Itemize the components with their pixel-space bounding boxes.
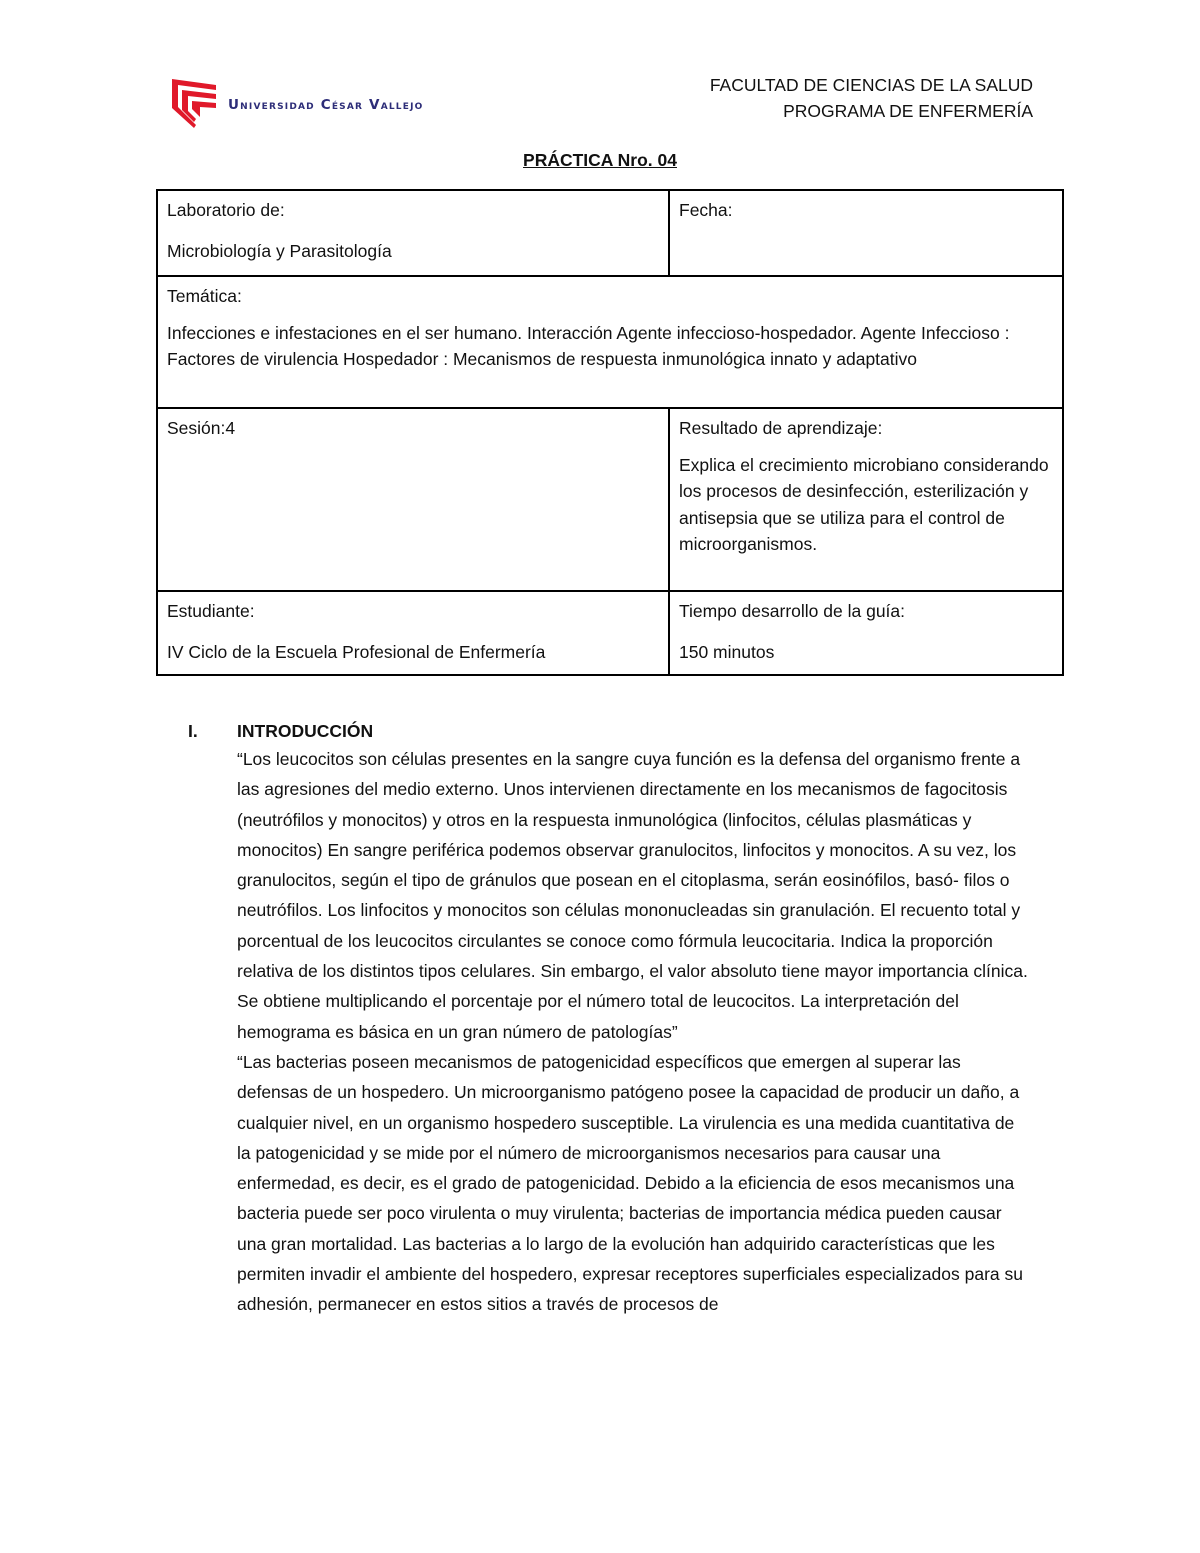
practice-info-table xyxy=(156,189,1064,676)
topic-label: Temática: xyxy=(167,286,242,306)
ucv-shield-icon xyxy=(170,77,218,129)
section-heading xyxy=(188,718,1028,744)
student-value: IV Ciclo de la Escuela Profesional de Enfermería xyxy=(167,641,546,662)
faculty-name: FACULTAD DE CIENCIAS DE LA SALUD xyxy=(709,75,1033,95)
time-cell xyxy=(669,591,1063,675)
student-cell xyxy=(157,591,669,675)
table-row xyxy=(157,408,1063,591)
section-title: INTRODUCCIÓN xyxy=(237,721,374,741)
outcome-label: Resultado de aprendizaje: xyxy=(679,418,883,438)
date-label: Fecha: xyxy=(679,200,733,220)
topic-value: Infecciones e infestaciones en el ser humano. Interacción Agente infeccioso-hospedador. Agente Infeccioso : Factores de virulencia Hospedador : Mecanismos de respuesta inmunológica innato y adaptativo xyxy=(167,322,1010,369)
lab-label: Laboratorio de: xyxy=(167,200,285,220)
table-row xyxy=(157,591,1063,675)
time-label: Tiempo desarrollo de la guía: xyxy=(679,601,906,621)
table-row xyxy=(157,190,1063,276)
intro-paragraph-bacteria: “Las bacterias poseen mecanismos de patogenicidad específicos que emergen al superar las defensas de un hospedero. Un microorganismo patógeno posee la capacidad de producir un daño, a cualquier nivel, en un organismo hospedero susceptible. La virulencia es una medida cuantitativa de la patogenicidad y se mide por el número de microorganismos necesarios para causar una enfermedad, es decir, es el grado de patogenicidad. Debido a la eficiencia de esos mecanismos una bacteria puede ser poco virulenta o muy virulenta; bacterias de importancia médica pueden causar una gran mortalidad. Las bacterias a lo largo de la evolución han adquirido características que les permiten invadir el ambiente del hospedero, expresar receptores superficiales especializados para su adhesión, permanecer en estos sitios a través de procesos de xyxy=(237,1051,1023,1315)
time-value: 150 minutos xyxy=(679,641,775,662)
intro-paragraph-leukocytes: “Los leucocitos son células presentes en la sangre cuya función es la defensa del organismo frente a las agresiones del medio externo. Unos intervienen directamente en los mecanismos de fagocitosis (neutrófilos y monocitos) y otros en la respuesta inmunológica (linfocitos, células plasmáticas y monocitos) En sangre periférica podemos observar granulocitos, linfocitos y monocitos. A su vez, los granulocitos, según el tipo de gránulos que posean en el citoplasma, serán eosinófilos, basó- filos o neutrófilos. Los linfocitos y monocitos son células mononucleadas sin granulación. El recuento total y porcentual de los leucocitos circulantes se conoce como fórmula leucocitaria. Indica la proporción relativa de los distintos tipos celulares. Sin embargo, el valor absoluto tiene mayor importancia clínica. Se obtiene multiplicando el porcentaje por el número total de leucocitos. La interpretación del hemograma es básica en un gran número de patologías” xyxy=(237,749,1028,1042)
outcome-value: Explica el crecimiento microbiano considerando los procesos de desinfección, esterilización y antisepsia que se utiliza para el control de microorganismos. xyxy=(679,454,1049,554)
session-label: Sesión:4 xyxy=(167,418,236,438)
university-logo xyxy=(170,77,424,129)
outcome-cell xyxy=(669,408,1063,591)
lab-cell xyxy=(157,190,669,276)
student-label: Estudiante: xyxy=(167,601,255,621)
date-cell xyxy=(669,190,1063,276)
section-number: I. xyxy=(188,721,198,741)
faculty-header xyxy=(710,72,1033,124)
lab-value: Microbiología y Parasitología xyxy=(167,240,392,261)
topic-cell xyxy=(157,276,1063,408)
introduction-body xyxy=(237,744,1028,1320)
university-name: Universidad César Vallejo xyxy=(228,97,424,113)
practice-title: PRÁCTICA Nro. 04 xyxy=(523,150,677,170)
session-cell xyxy=(157,408,669,591)
program-name: PROGRAMA DE ENFERMERÍA xyxy=(783,101,1033,121)
table-row xyxy=(157,276,1063,408)
introduction-section xyxy=(188,718,1028,1320)
